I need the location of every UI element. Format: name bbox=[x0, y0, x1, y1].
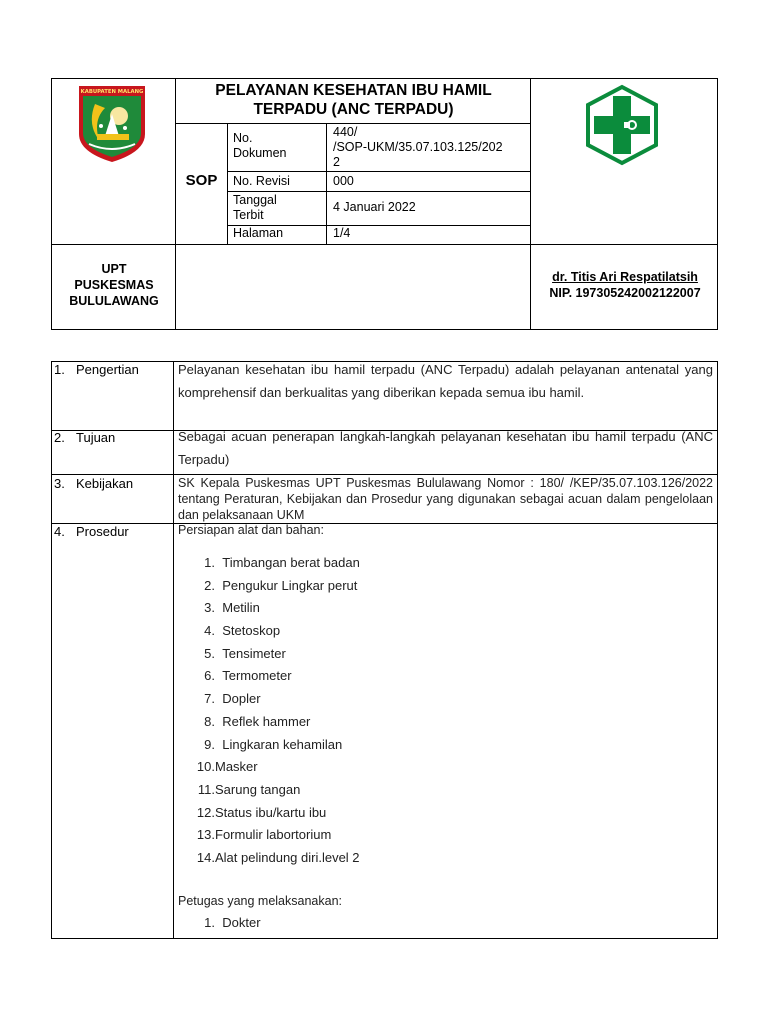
sop-header-table bbox=[51, 78, 718, 330]
organization-name: UPT PUSKESMAS BULULAWANG bbox=[69, 262, 159, 308]
signer-nip: NIP. 197305242002122007 bbox=[549, 286, 701, 300]
list-item: 4. Stetoskop bbox=[204, 623, 281, 639]
sop-content-table bbox=[51, 361, 718, 939]
petugas-list bbox=[178, 912, 261, 935]
label-tanggal-terbit: Tanggal Terbit bbox=[233, 193, 277, 222]
section-label-pengertian: 1. Pengertian bbox=[54, 362, 139, 377]
section-text-pengertian: Pelayanan kesehatan ibu hamil terpadu (ANC Terpadu) adalah pelayanan antenatal yang komprehensif dan berkualitas yang diberikan kepada semua ibu hamil. bbox=[178, 362, 713, 400]
list-item: 3. Metilin bbox=[204, 600, 260, 616]
list-item: 8. Reflek hammer bbox=[204, 713, 311, 729]
value-halaman: 1/4 bbox=[333, 226, 351, 240]
value-no-revisi: 000 bbox=[333, 174, 354, 188]
section-label-tujuan: 2. Tujuan bbox=[54, 430, 116, 445]
section-text-tujuan: Sebagai acuan penerapan langkah-langkah pelayanan kesehatan ibu hamil terpadu (ANC Terpadu) bbox=[178, 429, 713, 467]
label-no-dokumen: No. Dokumen bbox=[233, 131, 287, 160]
list-item: 9. Lingkaran kehamilan bbox=[204, 736, 343, 752]
list-item: 13.Formulir labortorium bbox=[196, 827, 332, 843]
list-item: 5. Tensimeter bbox=[204, 645, 286, 661]
document-title: PELAYANAN KESEHATAN IBU HAMIL TERPADU (ANC TERPADU) bbox=[215, 82, 492, 118]
list-item: 10.Masker bbox=[196, 759, 258, 775]
section-label-kebijakan: 3. Kebijakan bbox=[54, 476, 134, 491]
list-item: 1. Timbangan berat badan bbox=[204, 555, 360, 570]
signature-block bbox=[532, 269, 718, 301]
equipment-list bbox=[178, 552, 360, 870]
puskesmas-logo bbox=[582, 84, 662, 166]
label-halaman: Halaman bbox=[233, 226, 284, 240]
value-tanggal-terbit: 4 Januari 2022 bbox=[333, 200, 416, 214]
list-item: 7. Dopler bbox=[204, 691, 261, 707]
list-item: 12.Status ibu/kartu ibu bbox=[196, 804, 327, 820]
signer-name: dr. Titis Ari Respatilatsih bbox=[552, 270, 698, 284]
list-item: 11.Sarung tangan bbox=[197, 781, 301, 797]
section-text-kebijakan: SK Kepala Puskesmas UPT Puskesmas Bululawang Nomor : 180/ /KEP/35.07.103.126/2022 tentang Peraturan, Kebijakan dan Prosedur yang digunakan sebagai acuan dalam pengelolaan dan pelaksanaan UKM bbox=[178, 476, 713, 522]
list-item: 14.Alat pelindung diri.level 2 bbox=[196, 849, 360, 865]
section-label-prosedur: 4. Prosedur bbox=[54, 524, 129, 539]
prosedur-intro: Persiapan alat dan bahan: bbox=[178, 523, 324, 537]
value-no-dokumen: 440/ /SOP-UKM/35.07.103.125/202 2 bbox=[333, 125, 503, 169]
list-item: 2. Pengukur Lingkar perut bbox=[204, 577, 358, 593]
kabupaten-malang-logo bbox=[75, 84, 149, 164]
petugas-intro: Petugas yang melaksanakan: bbox=[178, 894, 342, 908]
sop-label: SOP bbox=[185, 172, 218, 189]
list-item: 1. Dokter bbox=[204, 915, 261, 930]
logo-text: KABUPATEN MALANG bbox=[80, 89, 144, 95]
label-no-revisi: No. Revisi bbox=[233, 174, 290, 188]
list-item: 6. Termometer bbox=[204, 668, 292, 684]
